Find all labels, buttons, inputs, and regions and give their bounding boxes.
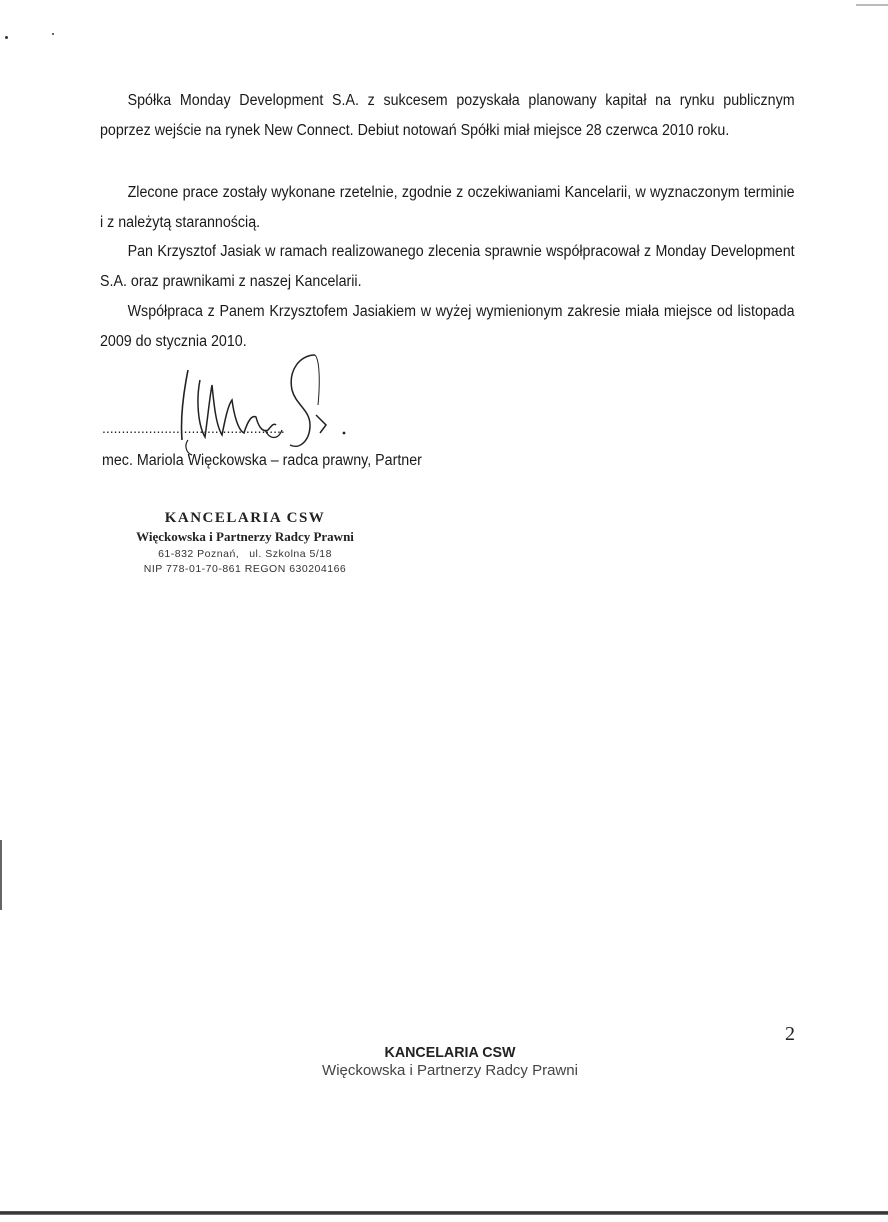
paragraph-cooperation: Pan Krzysztof Jasiak w ramach realizowanego zlecenia sprawnie współpracował z Monday Development S.A. oraz prawnikami z naszej Kancelarii. <box>100 243 795 290</box>
paragraph-period: Współpraca z Panem Krzysztofem Jasiakiem w wyżej wymienionym zakresie miała miejsce od listopada 2009 do stycznia 2010. <box>100 303 795 350</box>
scan-speck <box>5 36 8 39</box>
company-stamp <box>115 510 375 575</box>
stamp-street: ul. Szkolna 5/18 <box>249 548 332 560</box>
handwritten-signature <box>170 345 360 460</box>
stamp-address <box>115 548 375 560</box>
page-number: 2 <box>785 1023 795 1045</box>
stamp-tax-ids: NIP 778-01-70-861 REGON 630204166 <box>143 563 347 575</box>
signer-name: mec. Mariola Więckowska – radca prawny, Partner <box>102 452 422 469</box>
scan-edge-mark <box>0 840 2 910</box>
stamp-subtitle: Więckowska i Partnerzy Radcy Prawni <box>136 529 354 544</box>
footer-subtitle: Więckowska i Partnerzy Radcy Prawni <box>322 1062 578 1079</box>
paragraph-debut: Spółka Monday Development S.A. z sukcesem pozyskała planowany kapitał na rynku publicznym poprzez wejście na rynek New Connect. Debiut notowań Spółki miał miejsce 28 czerwca 2010 roku. <box>100 92 795 139</box>
scan-speck <box>52 33 54 35</box>
footer-company-name: KANCELARIA CSW <box>384 1044 516 1061</box>
footer-rule <box>0 1211 888 1215</box>
paragraph-work-quality: Zlecone prace zostały wykonane rzetelnie, zgodnie z oczekiwaniami Kancelarii, w wyznaczonym terminie i z należytą starannością. <box>100 184 795 231</box>
stamp-postcode-city: 61-832 Poznań, <box>158 548 240 560</box>
letterhead-footer <box>250 1044 650 1079</box>
scan-edge-mark <box>856 4 888 6</box>
signature-dotted-line: ............................................... <box>102 420 285 436</box>
stamp-company-name: KANCELARIA CSW <box>164 510 326 526</box>
